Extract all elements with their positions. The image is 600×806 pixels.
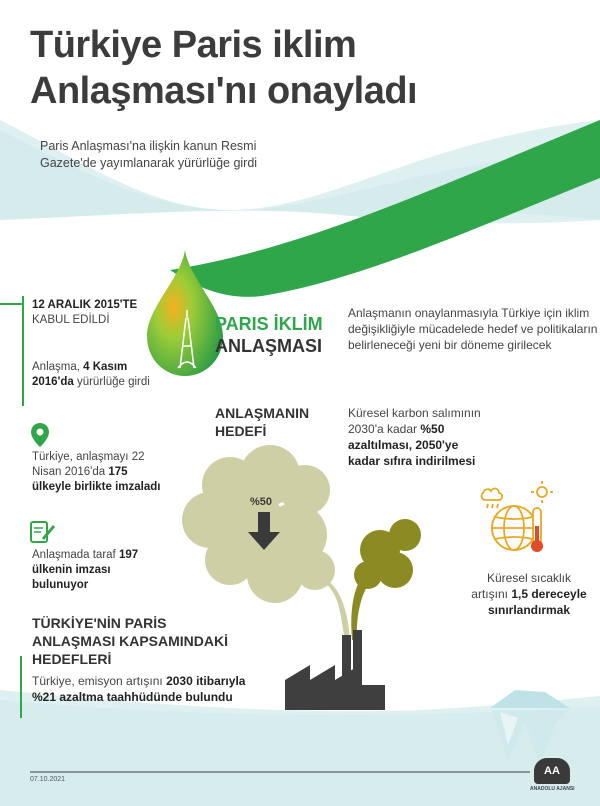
parties-info: Anlaşmada taraf 197 ülkenin imzası bulunuyor (32, 549, 139, 591)
document-sign-icon (30, 520, 56, 544)
paris-drop-logo (145, 248, 225, 378)
intro-text: Anlaşmanın onaylanmasıyla Türkiye için iklim değişikliğiyle mücadelede hedef ve politikaların belirleneceği yeni bir döneme girilecek (348, 306, 598, 352)
turkey-goal-line (20, 656, 22, 718)
factory-smoke-art (170, 440, 440, 710)
globe-thermometer-icon (476, 478, 556, 563)
turkey-goal-text: Türkiye, emisyon artışını 2030 itibarıyla %21 azaltma taahhüdünde bulundu (32, 674, 246, 704)
page-title: Türkiye Paris iklim Anlaşması'nı onayladı (30, 24, 418, 112)
agency-name: ANADOLU AJANSI (530, 786, 575, 792)
agency-logo: AA (534, 758, 570, 784)
goal-heading: ANLAŞMANIN HEDEFİ (215, 405, 310, 439)
timeline-item-adopted: 12 ARALIK 2015'TE KABUL EDİLDİ (32, 299, 138, 326)
logo-text: PARIS İKLİM ANLAŞMASI (215, 314, 323, 356)
timeline-line (22, 296, 24, 406)
timeline-item-effective: Anlaşma, 4 Kasım 2016'da yürürlüğe girdi (32, 361, 150, 388)
factory-icon (285, 630, 385, 710)
location-pin-icon (30, 422, 50, 448)
turkey-goals-heading: TÜRKİYE'NİN PARİS ANLAŞMASI KAPSAMINDAKİ HEDEFLERİ (32, 615, 228, 667)
signed-info: Türkiye, anlaşmayı 22 Nisan 2016'da 175 ülkeyle birlikte imzaladı (32, 451, 161, 493)
dark-smoke-cloud (351, 519, 421, 640)
temperature-goal-text: Küresel sıcaklık artışını 1,5 dereceyle sınırlandırmak (471, 571, 587, 617)
carbon-goal-text: Küresel karbon salımının 2030'a kadar %50 azaltılması, 2050'ye kadar sıfıra indirilmesi (348, 406, 481, 468)
footer-date: 07.10.2021 (30, 776, 66, 783)
cloud-percent-label: %50 (250, 496, 273, 508)
page-subtitle: Paris Anlaşması'na ilişkin kanun Resmi Gazete'de yayımlanarak yürürlüğe girdi (40, 139, 258, 170)
